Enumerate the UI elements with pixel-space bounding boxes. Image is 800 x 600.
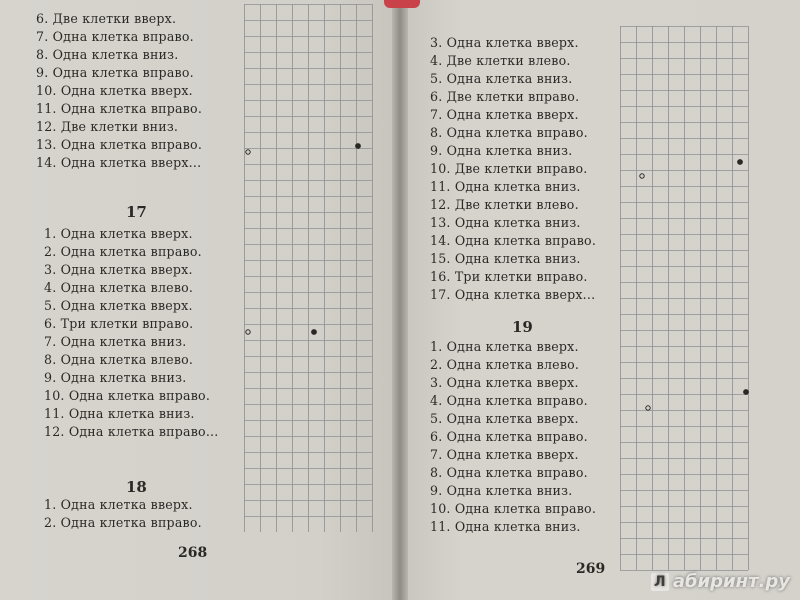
instruction-line: 7. Одна клетка вверх. bbox=[430, 447, 579, 462]
instruction-line: 6. Две клетки вверх. bbox=[36, 11, 177, 26]
start-circle-icon bbox=[640, 174, 644, 178]
instruction-line: 2. Одна клетка вправо. bbox=[44, 244, 202, 259]
left-page bbox=[0, 0, 398, 600]
instruction-line: 5. Одна клетка вверх. bbox=[44, 298, 193, 313]
left-grid bbox=[244, 4, 374, 532]
instruction-line: 6. Одна клетка вправо. bbox=[430, 429, 588, 444]
instruction-line: 8. Одна клетка вправо. bbox=[430, 465, 588, 480]
start-circle-icon bbox=[646, 406, 650, 410]
instruction-line: 3. Одна клетка вверх. bbox=[44, 262, 193, 277]
instruction-line: 8. Одна клетка влево. bbox=[44, 352, 194, 367]
end-dot-icon bbox=[744, 390, 749, 395]
page-number-right: 269 bbox=[576, 561, 606, 577]
instruction-line: 2. Одна клетка вправо. bbox=[44, 515, 202, 530]
instruction-line: 11. Одна клетка вниз. bbox=[44, 406, 195, 421]
exercise-19-heading: 19 bbox=[512, 318, 533, 336]
instruction-line: 1. Одна клетка вверх. bbox=[430, 339, 579, 354]
instruction-line: 10. Две клетки вправо. bbox=[430, 161, 588, 176]
instruction-line: 3. Одна клетка вверх. bbox=[430, 375, 579, 390]
exercise-17-heading: 17 bbox=[126, 203, 147, 221]
instruction-line: 9. Одна клетка вниз. bbox=[430, 143, 573, 158]
instruction-line: 4. Одна клетка вправо. bbox=[430, 393, 588, 408]
instruction-line: 6. Две клетки вправо. bbox=[430, 89, 580, 104]
end-dot-icon bbox=[356, 144, 361, 149]
instruction-line: 10. Одна клетка вправо. bbox=[44, 388, 211, 403]
bookmark-ribbon bbox=[384, 0, 420, 8]
instruction-line: 8. Одна клетка вправо. bbox=[430, 125, 588, 140]
right-grid bbox=[620, 26, 750, 572]
instruction-line: 7. Одна клетка вверх. bbox=[430, 107, 579, 122]
start-circle-icon bbox=[246, 150, 250, 154]
instruction-line: 14. Одна клетка вправо. bbox=[430, 233, 597, 248]
instruction-line: 11. Одна клетка вниз. bbox=[430, 519, 581, 534]
instruction-line: 9. Одна клетка вниз. bbox=[430, 483, 573, 498]
instruction-line: 12. Одна клетка вправо... bbox=[44, 424, 219, 439]
instruction-line: 7. Одна клетка вправо. bbox=[36, 29, 194, 44]
page-number-left: 268 bbox=[178, 545, 208, 561]
instruction-line: 15. Одна клетка вниз. bbox=[430, 251, 581, 266]
instruction-line: 12. Две клетки вниз. bbox=[36, 119, 179, 134]
instruction-line: 5. Одна клетка вверх. bbox=[430, 411, 579, 426]
watermark bbox=[651, 571, 790, 592]
instruction-line: 16. Три клетки вправо. bbox=[430, 269, 588, 284]
instruction-line: 10. Одна клетка вверх. bbox=[36, 83, 193, 98]
book-gutter bbox=[392, 0, 408, 600]
instruction-line: 13. Одна клетка вправо. bbox=[36, 137, 203, 152]
instruction-line: 1. Одна клетка вверх. bbox=[44, 226, 193, 241]
instruction-line: 1. Одна клетка вверх. bbox=[44, 497, 193, 512]
instruction-line: 17. Одна клетка вверх... bbox=[430, 287, 596, 302]
instruction-line: 11. Одна клетка вправо. bbox=[36, 101, 203, 116]
instruction-line: 9. Одна клетка вниз. bbox=[44, 370, 187, 385]
instruction-line: 11. Одна клетка вниз. bbox=[430, 179, 581, 194]
instruction-line: 4. Одна клетка влево. bbox=[44, 280, 194, 295]
instruction-line: 6. Три клетки вправо. bbox=[44, 316, 194, 331]
end-dot-icon bbox=[738, 160, 743, 165]
end-dot-icon bbox=[312, 330, 317, 335]
watermark-text: абиринт.ру bbox=[672, 571, 790, 592]
instruction-line: 13. Одна клетка вниз. bbox=[430, 215, 581, 230]
instruction-line: 4. Две клетки влево. bbox=[430, 53, 571, 68]
instruction-line: 12. Две клетки влево. bbox=[430, 197, 579, 212]
exercise-18-heading: 18 bbox=[126, 478, 147, 496]
start-circle-icon bbox=[246, 330, 250, 334]
right-page bbox=[402, 0, 800, 600]
instruction-line: 9. Одна клетка вправо. bbox=[36, 65, 194, 80]
watermark-logo-icon: Л bbox=[651, 573, 669, 591]
instruction-line: 5. Одна клетка вниз. bbox=[430, 71, 573, 86]
instruction-line: 10. Одна клетка вправо. bbox=[430, 501, 597, 516]
instruction-line: 8. Одна клетка вниз. bbox=[36, 47, 179, 62]
instruction-line: 2. Одна клетка влево. bbox=[430, 357, 580, 372]
instruction-line: 14. Одна клетка вверх... bbox=[36, 155, 202, 170]
instruction-line: 3. Одна клетка вверх. bbox=[430, 35, 579, 50]
instruction-line: 7. Одна клетка вниз. bbox=[44, 334, 187, 349]
